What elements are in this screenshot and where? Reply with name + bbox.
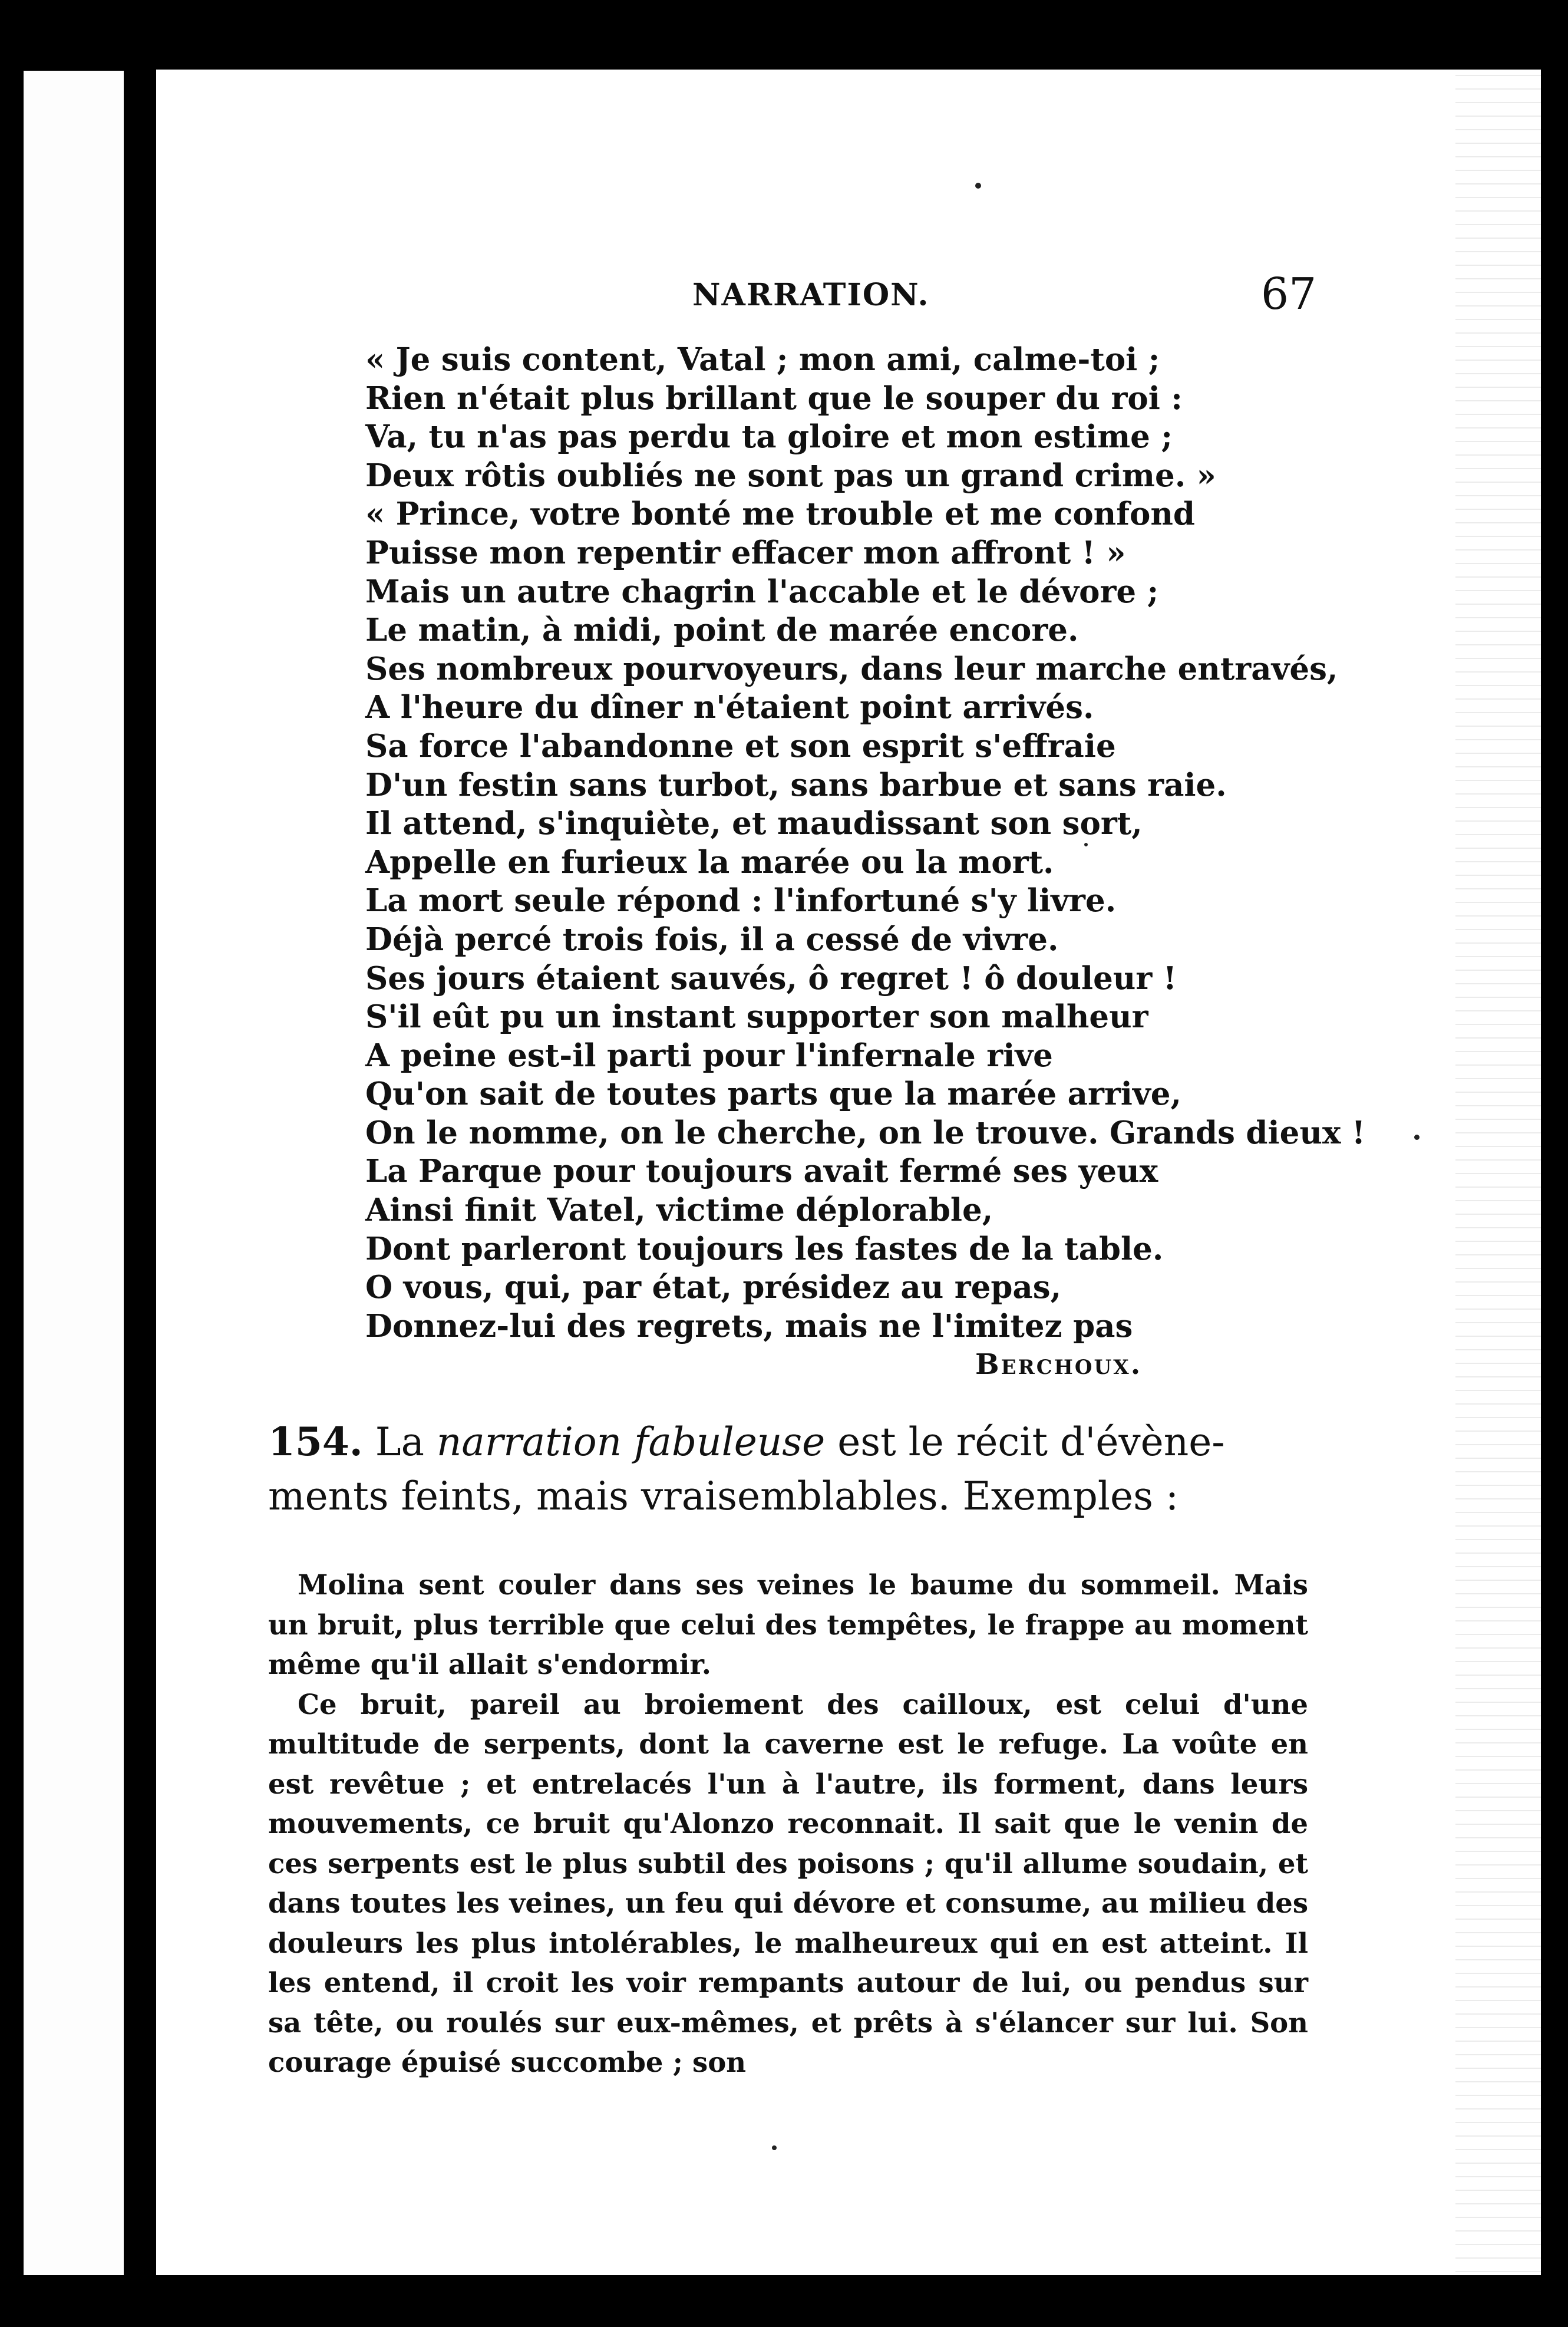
prose-paragraph: Molina sent couler dans ses veines le baume du sommeil. Mais un bruit, plus terrible que celui des tempêtes, le frappe au moment même qu'il allait s'endormir. <box>268 1568 1308 1680</box>
scan-speck <box>975 183 981 189</box>
section-line-2: ments feints, mais vraisemblables. Exemples : <box>268 1474 1179 1519</box>
poem-line: Le matin, à midi, point de marée encore. <box>365 612 1079 649</box>
section-term: narration fabuleuse <box>436 1419 826 1465</box>
running-title: NARRATION. <box>692 277 930 313</box>
poem-line: Ses nombreux pourvoyeurs, dans leur marche entravés, <box>365 650 1338 687</box>
poem-line: « Je suis content, Vatal ; mon ami, calme-toi ; <box>365 341 1160 378</box>
poem-line: Donnez-lui des regrets, mais ne l'imitez pas <box>365 1307 1133 1344</box>
poem-line: Dont parleront toujours les fastes de la table. <box>365 1230 1164 1267</box>
running-head <box>0 269 1568 324</box>
poem-line: Puisse mon repentir effacer mon affront ! » <box>365 534 1126 571</box>
poem-line: A peine est-il parti pour l'infernale rive <box>365 1037 1053 1074</box>
poem-line: Déjà percé trois fois, il a cessé de vivre. <box>365 921 1059 958</box>
poem-line: O vous, qui, par état, présidez au repas, <box>365 1269 1062 1306</box>
poem-line: Va, tu n'as pas perdu ta gloire et mon estime ; <box>365 418 1173 456</box>
poem-line: S'il eût pu un instant supporter son malheur <box>365 998 1148 1036</box>
poem-line: Appelle en furieux la marée ou la mort. <box>365 843 1054 881</box>
binding-strip <box>24 71 124 2275</box>
poem-line: La mort seule répond : l'infortuné s'y livre. <box>365 882 1117 919</box>
scan-speck <box>772 2145 777 2150</box>
prose-paragraph: Ce bruit, pareil au broiement des cailloux, est celui d'une multitude de serpents, dont la caverne est le refuge. La voûte en est revêtue ; et entrelacés l'un à l'autre, ils forment, dans leurs mouvements, ce bruit qu'Alonzo reconnait. Il sait que le venin de ces serpents est le plus subtil des poisons ; qu'il allume soudain, et dans toutes les veines, un feu qui dévore et consume, au milieu des douleurs les plus intolérables, le malheureux qui en est atteint. Il les entend, il croit les voir rempants autour de lui, ou pendus sur sa tête, ou roulés sur eux-mêmes, et prêts à s'élancer sur lui. Son courage épuisé succombe ; son <box>268 1687 1308 2078</box>
poem-line: « Prince, votre bonté me trouble et me confond <box>365 496 1195 533</box>
poem-line: Ses jours étaient sauvés, ô regret ! ô douleur ! <box>365 960 1177 997</box>
scan-speck <box>1414 1135 1420 1140</box>
poem-line: On le nomme, on le cherche, on le trouve. Grands dieux ! <box>365 1114 1366 1151</box>
section-text: La <box>375 1419 424 1465</box>
poem-line: Qu'on sait de toutes parts que la marée arrive, <box>365 1076 1181 1113</box>
poem-line: A l'heure du dîner n'étaient point arrivés. <box>365 689 1094 726</box>
poem-author: Berchoux. <box>975 1348 1143 1381</box>
section-heading <box>268 1415 1346 1524</box>
poem-line: Mais un autre chagrin l'accable et le dévore ; <box>365 573 1159 610</box>
poem-line: Deux rôtis oubliés ne sont pas un grand crime. » <box>365 457 1216 494</box>
poem-line: Rien n'était plus brillant que le souper du roi : <box>365 380 1183 417</box>
poem-line: Ainsi finit Vatel, victime déplorable, <box>365 1192 993 1229</box>
section-number: 154. <box>268 1419 363 1465</box>
page-number: 67 <box>1261 269 1317 319</box>
poem-line: La Parque pour toujours avait fermé ses yeux <box>365 1153 1158 1190</box>
poem-line: Il attend, s'inquiète, et maudissant son sort, <box>365 805 1143 842</box>
poem <box>365 341 1379 1346</box>
section-text: est le récit d'évène- <box>837 1419 1225 1465</box>
page-edge <box>1455 70 1541 2275</box>
section-line-1 <box>268 1415 1346 1469</box>
prose-example <box>268 1565 1308 2082</box>
poem-line: Sa force l'abandonne et son esprit s'effraie <box>365 727 1116 764</box>
poem-line: D'un festin sans turbot, sans barbue et sans raie. <box>365 766 1227 803</box>
